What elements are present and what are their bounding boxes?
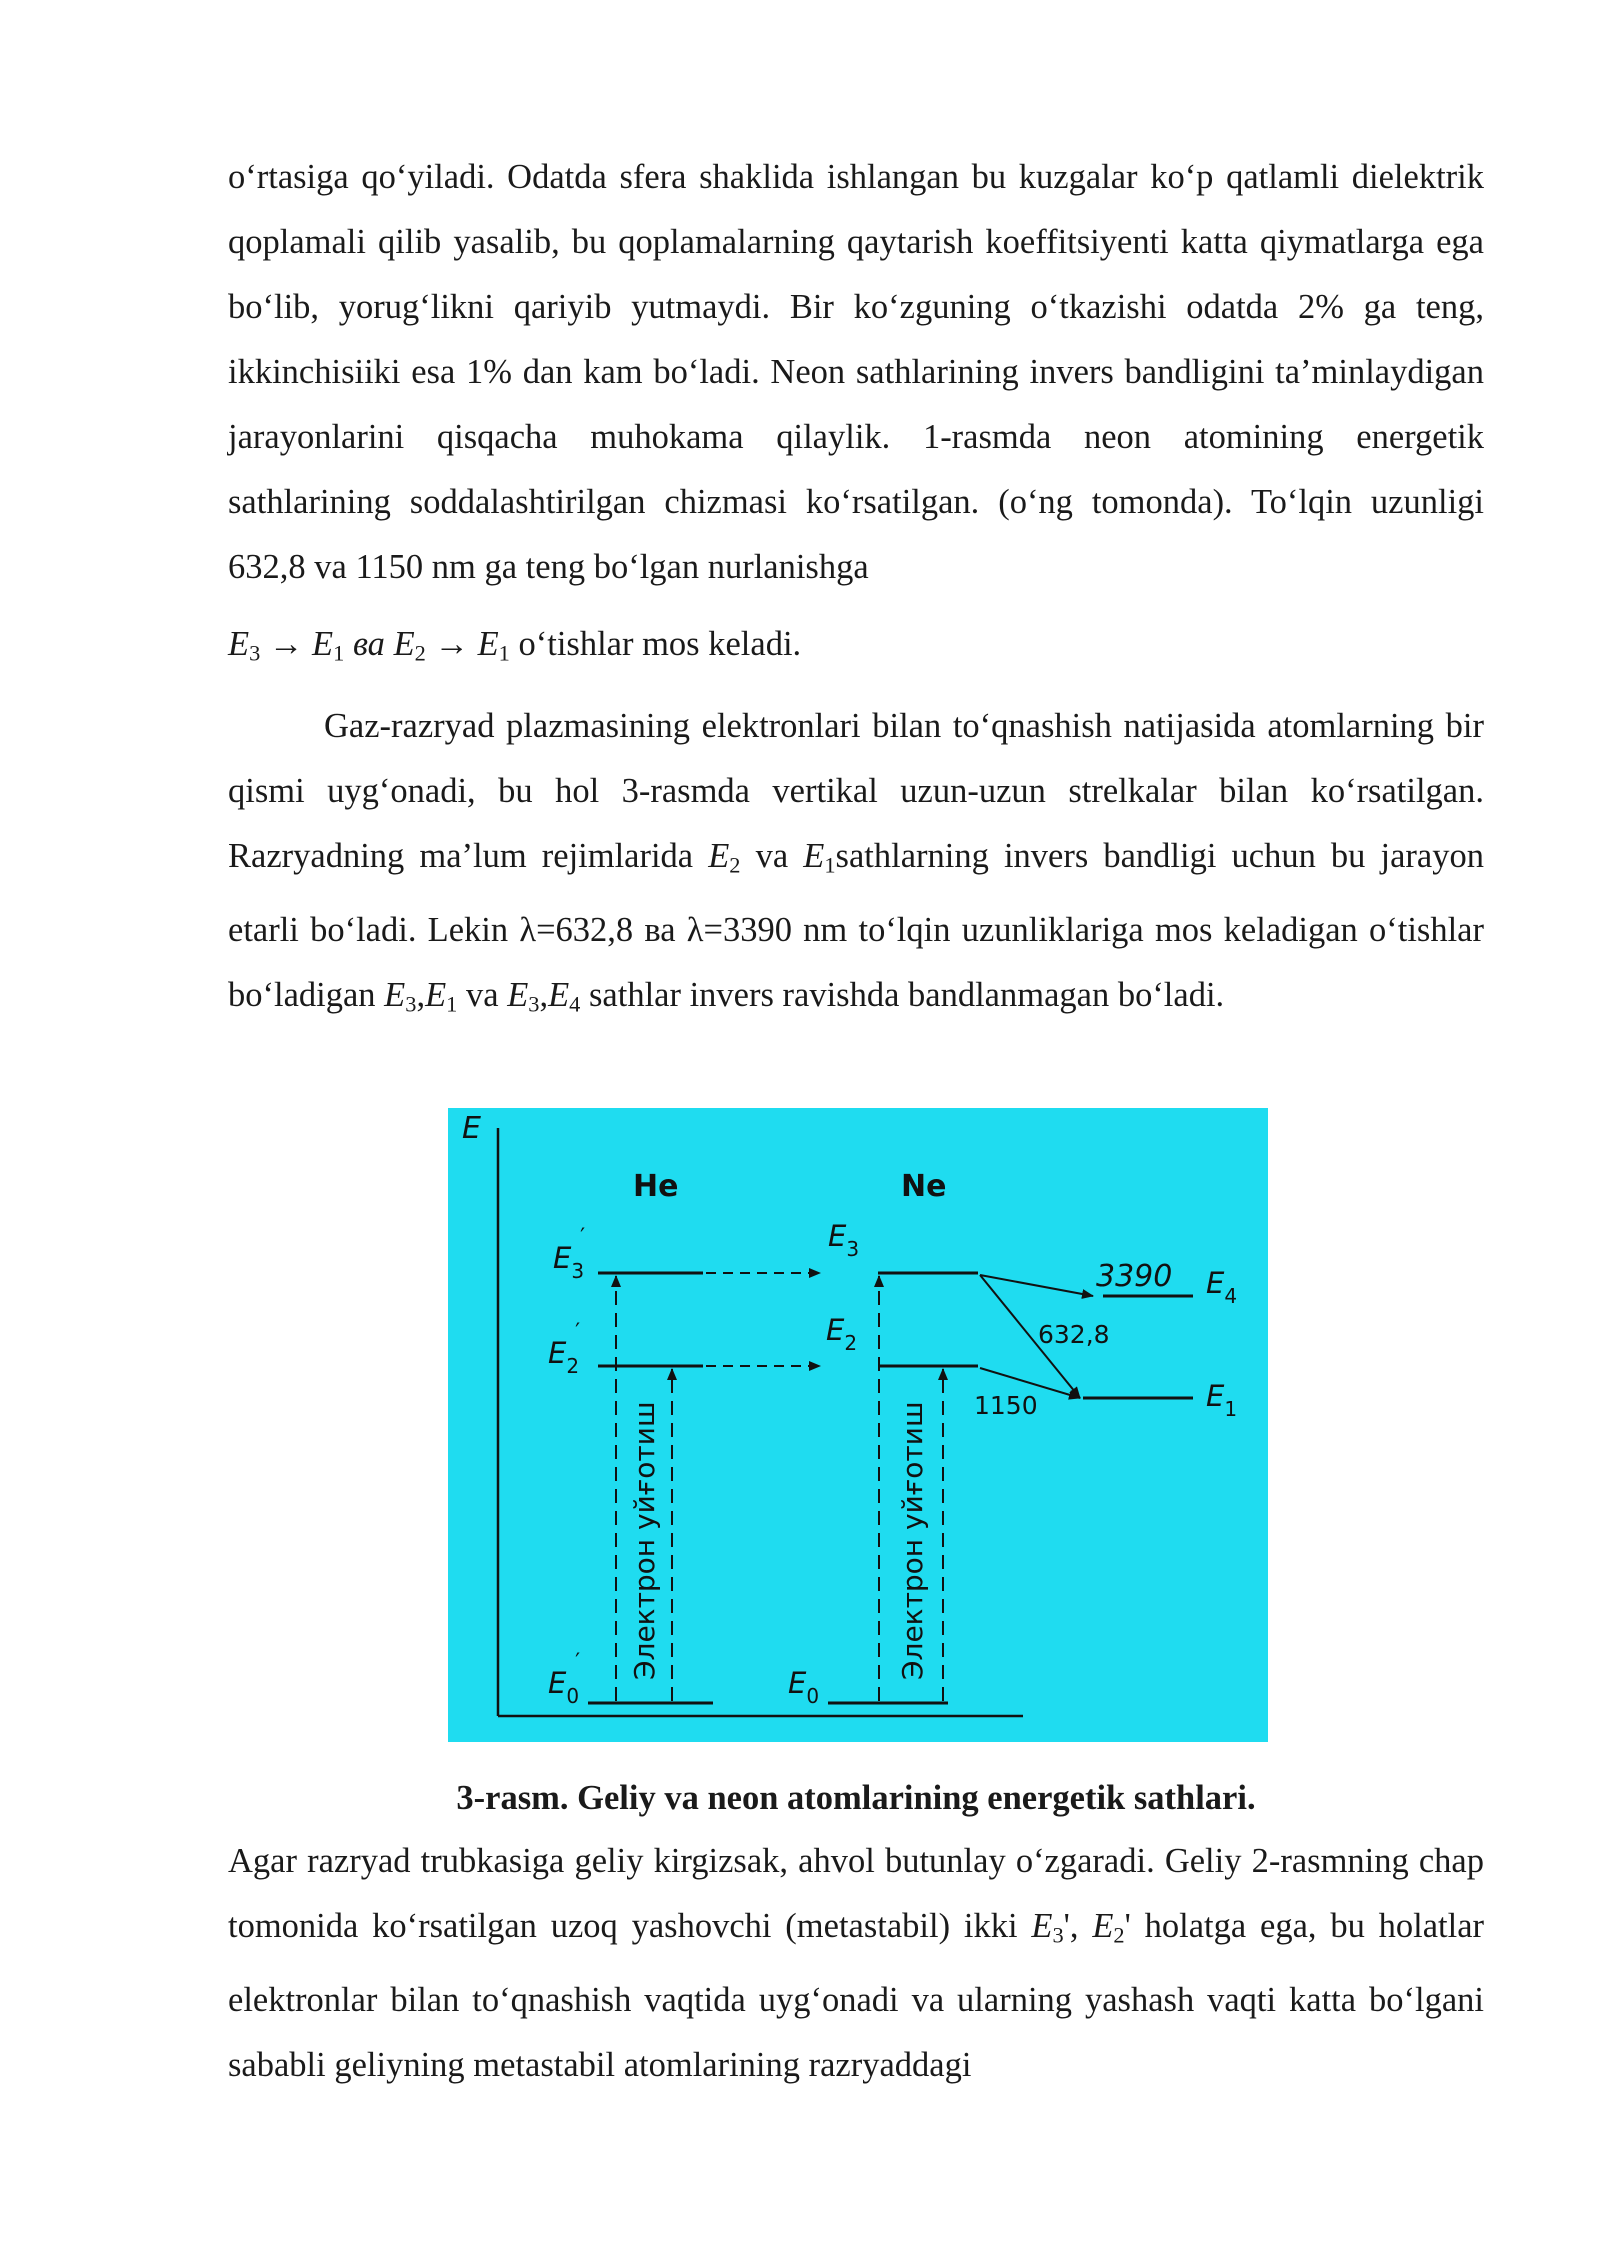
he-label: He [633, 1169, 679, 1204]
he-excitation-label: Электрон уйғотиш [628, 1401, 661, 1680]
transition-3390 [980, 1275, 1093, 1296]
ne-e0-label: $E_0$ [788, 1666, 820, 1708]
he-e0-label: $E_0'$ [548, 1650, 581, 1708]
he-e2-label: $E_2'$ [548, 1320, 581, 1378]
ne-e1-label: $E_1$ [1206, 1379, 1238, 1421]
he-e3-label: $E_3'$ [553, 1225, 586, 1283]
ne-e3-label: $E_3$ [828, 1219, 860, 1261]
axis-label-e: E [462, 1111, 481, 1146]
ne-excitation-label: Электрон уйғотиш [896, 1401, 929, 1680]
formula-e3: E [228, 625, 250, 663]
paragraph-1: o‘rtasiga qo‘yiladi. Odatda sfera shaklida ishlangan bu kuzgalar ko‘p qatlamli dielektrik qoplamali qilib yasalib, bu qoplamalarning qaytarish koeffitsiyenti katta qiymatlarga ega bo‘lib, yorug‘likni qariyib yutmaydi. Bir ko‘zguning o‘tkazishi odatda 2% ga teng, ikkinchisiiki esa 1% dan kam bo‘ladi. Neon sathlarining invers bandligini ta’minlaydigan jarayonlarini qisqacha muhokama qilaylik. 1-rasmda neon atomining energetik sathlarining soddalashtirilgan chizmasi ko‘rsatilgan. (o‘ng tomonda). To‘lqin uzunligi 632,8 va 1150 nm ga teng bo‘lgan nurlanishga [228, 158, 1484, 586]
energy-level-diagram [448, 1108, 1268, 1742]
wavelength-3390: 3390 [1096, 1259, 1173, 1294]
ne-e2-label: $E_2$ [826, 1313, 858, 1355]
energy-level-svg [448, 1108, 1268, 1742]
ne-label: Ne [901, 1169, 947, 1204]
formula-line: $E_3 \to E_1$ ва $E_2 \to E_1$ o‘tishlar mos keladi. [228, 625, 802, 666]
paragraph-2: Gaz-razryad plazmasining elektronlari bilan to‘qnashish natijasida atomlarning bir qismi uyg‘onadi, bu hol 3-rasmda vertikal uzun-uzun strelkalar bilan ko‘rsatilgan. Razryadning ma’lum rejimlarida $E_2$ va $E_1sathlarning$ invers bandligi uchun bu jarayon etarli bo‘ladi. Lekin λ=632,8 ва λ=3390 nm to‘lqin uzunliklariga mos keladigan o‘tishlar bo‘ladigan $E_3,E_1$ va $E_3,E_4$ sathlar invers ravishda bandlanmagan bo‘ladi. [228, 707, 1484, 1017]
ne-e4-label: $E_4$ [1206, 1266, 1238, 1308]
paragraph-3: Agar razryad trubkasiga geliy kirgizsak, ahvol butunlay o‘zgaradi. Geliy 2-rasmning chap tomonida ko‘rsatilgan uzoq yashovchi (metastabil) ikki $E_3'$, $E_2'$ holatga ega, bu holatlar elektronlar bilan to‘qnashish vaqtida uyg‘onadi va ularning yashash vaqti katta bo‘lgani sababli geliyning metastabil atomlarining razryaddagi [228, 1842, 1485, 2084]
wavelength-632: 632,8 [1038, 1320, 1110, 1349]
wavelength-1150: 1150 [974, 1391, 1038, 1420]
figure-caption: 3-rasm. Geliy va neon atomlarining energetik sathlari. [456, 1779, 1256, 1817]
